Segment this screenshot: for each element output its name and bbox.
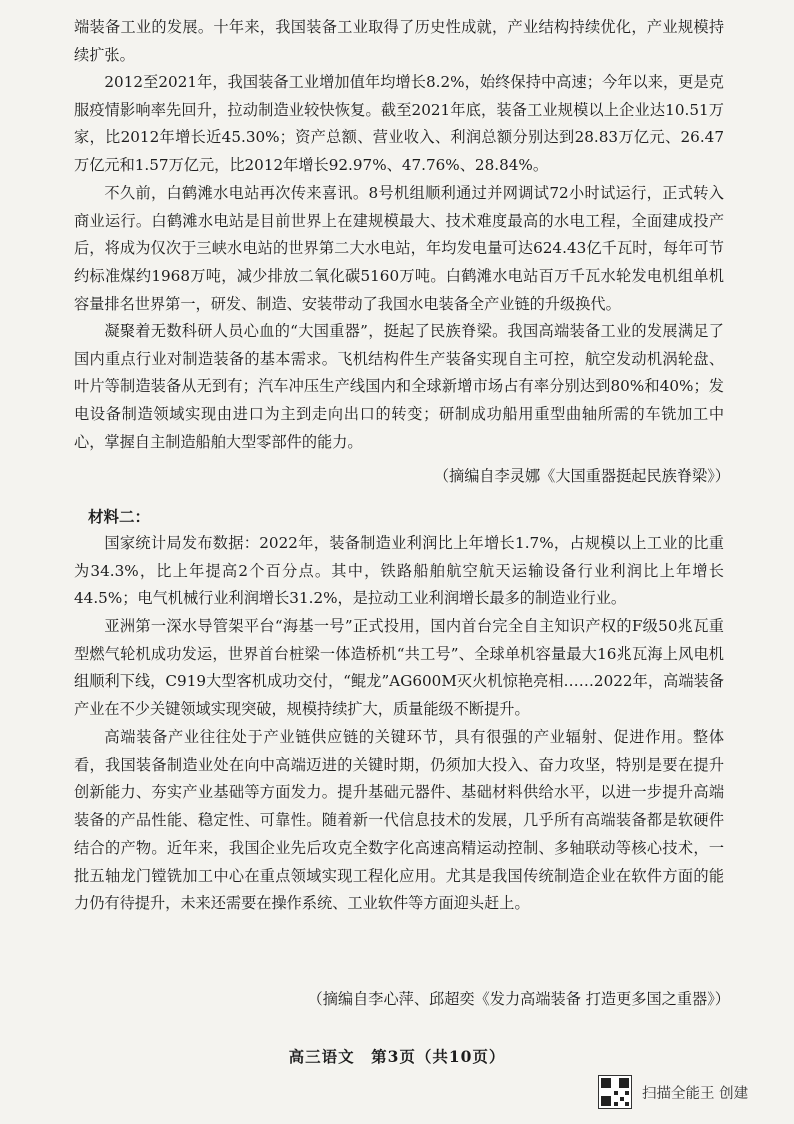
qr-code-icon: [598, 1075, 632, 1109]
paragraph-growth-stats: 2012至2021年，我国装备工业增加值年均增长8.2%，始终保持中高速；今年以来，更是克服疫情影响率先回升，拉动制造业较快恢复。截至2021年底，装备工业规模以上企业达10.51万家，比2012年增长近45.30%；资产总额、营业收入、利润总额分别达到28.83万亿元、26.47万亿元和1.57万亿元，比2012年增长92.97%、47.76%、28.84%。: [74, 73, 724, 175]
watermark-text: 扫描全能王 创建: [642, 1085, 749, 1102]
paragraph-baihetan: 不久前，白鹤滩水电站再次传来喜讯。8号机组顺利通过并网调试72小时试运行，正式转入商业运行。白鹤滩水电站是目前世界上在建规模最大、技术难度最高的水电工程，全面建成投产后，将成为仅次于三峡水电站的世界第二大水电站，年均发电量可达624.43亿千瓦时，每年可节约标准煤约1968万吨，减少排放二氧化碳5160万吨。白鹤滩水电站百万千瓦水轮发电机组单机容量排名世界第一，研发、制造、安装带动了我国水电装备全产业链的升级换代。: [74, 184, 724, 313]
source-citation-2: （摘编自李心萍、邱超奕《发力高端装备 打造更多国之重器》）: [307, 990, 730, 1008]
paragraph-national-heavy-equipment: 凝聚着无数科研人员心血的“大国重器”，挺起了民族脊梁。我国高端装备工业的发展满足了国内重点行业对制造装备的基本需求。飞机结构件生产装备实现自主可控，航空发动机涡轮盘、叶片等制造装备从无到有；汽车冲压生产线国内和全球新增市场占有率分别达到80%和40%；发电设备制造领域实现由进口为主到走向出口的转变；研制成功船用重型曲轴所需的车铣加工中心，掌握自主制造船舶大型零部件的能力。: [74, 322, 724, 451]
material-two-heading: 材料二：: [88, 508, 151, 526]
paragraph-breakthroughs: 亚洲第一深水导管架平台“海基一号”正式投用，国内首台完全自主知识产权的F级50兆瓦重型燃气轮机成功发运，世界首台桩梁一体造桥机“共工号”、全球单机容量最大16兆瓦海上风电机组顺利下线，C919大型客机成功交付，“鲲龙”AG600M灭火机惊艳亮相……2022年，高端装备产业在不少关键领域实现突破，规模持续扩大，质量能级不断提升。: [74, 617, 724, 719]
paragraph-continuation: 端装备工业的发展。十年来，我国装备工业取得了历史性成就，产业结构持续优化，产业规模持续扩张。: [74, 18, 724, 64]
paragraph-statistics: 国家统计局发布数据：2022年，装备制造业利润比上年增长1.7%，占规模以上工业的比重为34.3%，比上年提高2个百分点。其中，铁路船舶航空航天运输设备行业利润比上年增长44.5%；电气机械行业利润增长31.2%，是拉动工业利润增长最多的制造业行业。: [74, 534, 724, 608]
source-citation-1: （摘编自李灵娜《大国重器挺起民族脊梁》）: [433, 467, 730, 485]
scanner-watermark: [598, 1074, 748, 1110]
page-footer: 高三语文 第3页（共10页）: [288, 1047, 506, 1066]
paragraph-industry-chain: 高端装备产业往往处于产业链供应链的关键环节，具有很强的产业辐射、促进作用。整体看，我国装备制造业处在向中高端迈进的关键时期，仍须加大投入、奋力攻坚，特别是要在提升创新能力、夯实产业基础等方面发力。提升基础元器件、基础材料供给水平，以进一步提升高端装备的产品性能、稳定性、可靠性。随着新一代信息技术的发展，几乎所有高端装备都是软硬件结合的产物。近年来，我国企业先后攻克全数字化高速高精运动控制、多轴联动等核心技术，一批五轴龙门镗铣加工中心在重点领域实现工程化应用。尤其是我国传统制造企业在软件方面的能力仍有待提升，未来还需要在操作系统、工业软件等方面迎头赶上。: [74, 728, 724, 913]
